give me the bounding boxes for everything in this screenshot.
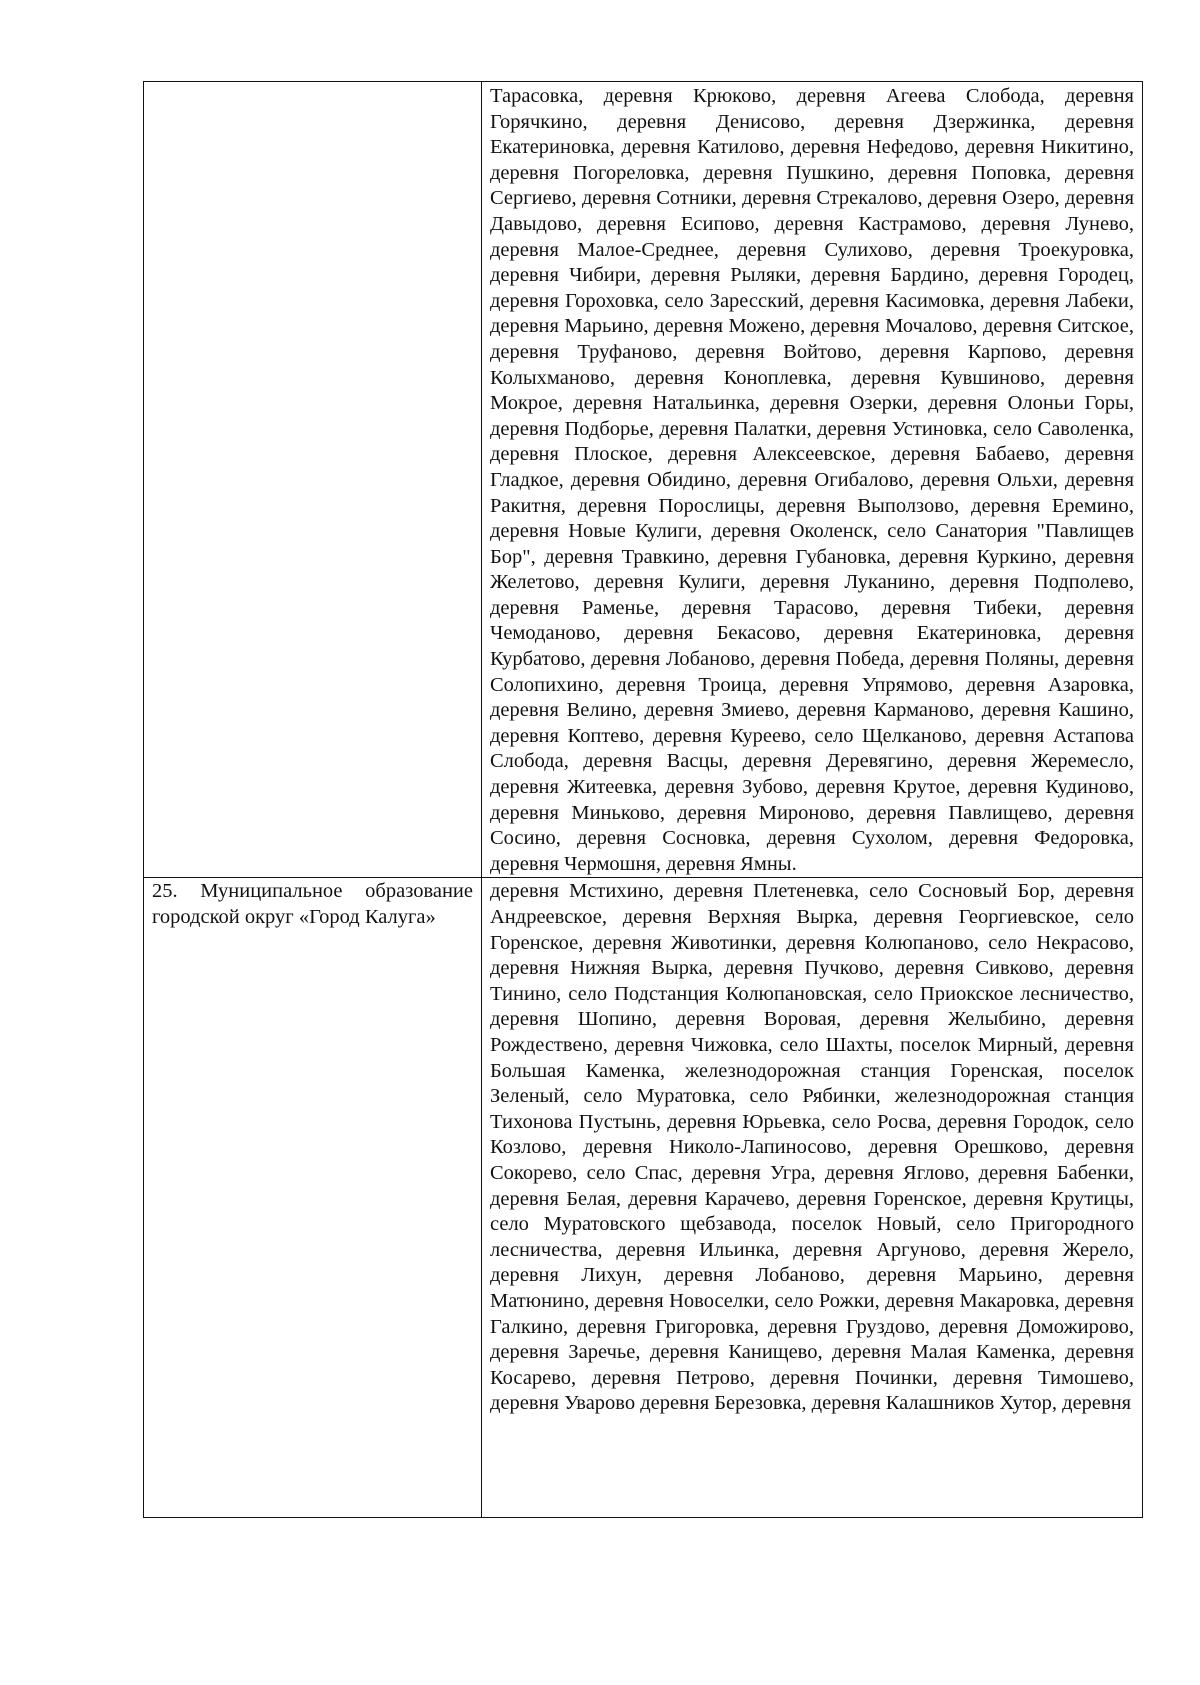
table-row xyxy=(144,878,1143,1518)
municipality-cell: 25. Муниципальное образование городской округ «Город Калуга» xyxy=(144,878,482,1518)
table-row xyxy=(144,82,1143,878)
municipality-cell xyxy=(144,82,482,878)
settlements-list-cell: деревня Мстихино, деревня Плетеневка, село Сосновый Бор, деревня Андреевское, деревня Верхняя Вырка, деревня Георгиевское, село Горенское, деревня Животинки, деревня Колюпаново, село Некрасово, деревня Нижняя Вырка, деревня Пучково, деревня Сивково, деревня Тинино, село Подстанция Колюпановская, село Приокское лесничество, деревня Шопино, деревня Воровая, деревня Желыбино, деревня Рождествено, деревня Чижовка, село Шахты, поселок Мирный, деревня Большая Каменка, железнодорожная станция Горенская, поселок Зеленый, село Муратовка, село Рябинки, железнодорожная станция Тихонова Пустынь, деревня Юрьевка, село Росва, деревня Городок, село Козлово, деревня Николо-Лапиносово, деревня Орешково, деревня Сокорево, село Спас, деревня Угра, деревня Яглово, деревня Бабенки, деревня Белая, деревня Карачево, деревня Горенское, деревня Крутицы, село Муратовского щебзавода, поселок Новый, село Пригородного лесничества, деревня Ильинка, деревня Аргуново, деревня Жерело, деревня Лихун, деревня Лобаново, деревня Марьино, деревня Матюнино, деревня Новоселки, село Рожки, деревня Макаровка, деревня Галкино, деревня Григоровка, деревня Груздово, деревня Доможирово, деревня Заречье, деревня Канищево, деревня Малая Каменка, деревня Косарево, деревня Петрово, деревня Починки, деревня Тимошево, деревня Уварово деревня Березовка, деревня Калашников Хутор, деревня xyxy=(482,878,1143,1518)
settlements-table xyxy=(143,81,1143,1518)
settlements-list-cell: Тарасовка, деревня Крюково, деревня Агеева Слобода, деревня Горячкино, деревня Денисово, деревня Дзержинка, деревня Екатериновка, деревня Катилово, деревня Нефедово, деревня Никитино, деревня Погореловка, деревня Пушкино, деревня Поповка, деревня Сергиево, деревня Сотники, деревня Стрекалово, деревня Озеро, деревня Давыдово, деревня Есипово, деревня Кастрамово, деревня Лунево, деревня Малое-Среднее, деревня Сулихово, деревня Троекуровка, деревня Чибири, деревня Рыляки, деревня Бардино, деревня Городец, деревня Гороховка, село Заресский, деревня Касимовка, деревня Лабеки, деревня Марьино, деревня Можено, деревня Мочалово, деревня Ситское, деревня Труфаново, деревня Войтово, деревня Карпово, деревня Колыхманово, деревня Коноплевка, деревня Кувшиново, деревня Мокрое, деревня Натальинка, деревня Озерки, деревня Олоньи Горы, деревня Подборье, деревня Палатки, деревня Устиновка, село Саволенка, деревня Плоское, деревня Алексеевское, деревня Бабаево, деревня Гладкое, деревня Обидино, деревня Огибалово, деревня Ольхи, деревня Ракитня, деревня Порослицы, деревня Выползово, деревня Еремино, деревня Новые Кулиги, деревня Околенск, село Санатория "Павлищев Бор", деревня Травкино, деревня Губановка, деревня Куркино, деревня Желетово, деревня Кулиги, деревня Луканино, деревня Подполево, деревня Раменье, деревня Тарасово, деревня Тибеки, деревня Чемоданово, деревня Бекасово, деревня Екатериновка, деревня Курбатово, деревня Лобаново, деревня Победа, деревня Поляны, деревня Солопихино, деревня Троица, деревня Упрямово, деревня Азаровка, деревня Велино, деревня Змиево, деревня Карманово, деревня Кашино, деревня Коптево, деревня Куреево, село Щелканово, деревня Астапова Слобода, деревня Васцы, деревня Деревягино, деревня Жеремесло, деревня Житеевка, деревня Зубово, деревня Крутое, деревня Кудиново, деревня Миньково, деревня Мироново, деревня Павлищево, деревня Сосино, деревня Сосновка, деревня Сухолом, деревня Федоровка, деревня Чермошня, деревня Ямны. xyxy=(482,82,1143,878)
